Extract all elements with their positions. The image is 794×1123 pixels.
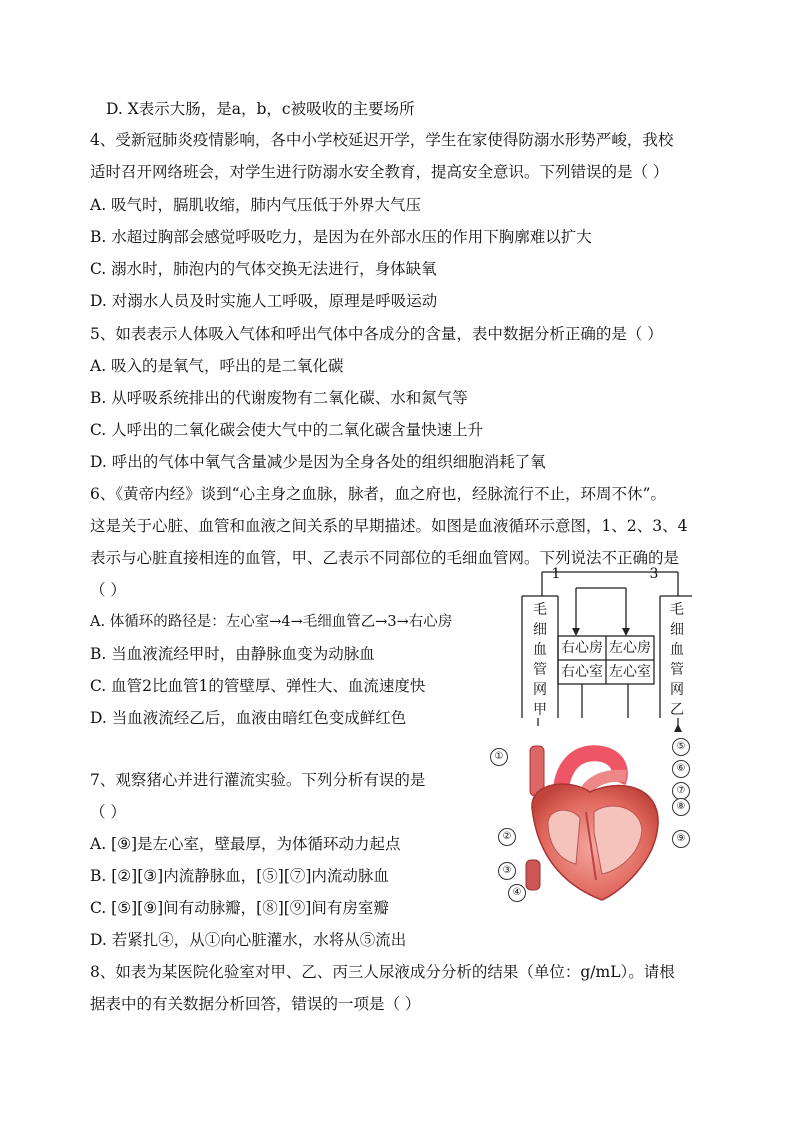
q6-option-d: D. 当血液流经乙后，血液由暗红色变成鲜红色 <box>90 709 407 727</box>
q7-answer-blank: （ ） <box>90 803 126 821</box>
heart-label-2: ② <box>498 828 516 846</box>
heart-drawing <box>490 742 690 902</box>
q5-stem: 5、如表表示人体吸入气体和呼出气体中各成分的含量，表中数据分析正确的是（ ） <box>90 325 663 343</box>
q8-stem-2: 据表中的有关数据分析回答，错误的一项是（ ） <box>90 995 421 1013</box>
q4-option-a: A. 吸气时，膈肌收缩，肺内气压低于外界大气压 <box>90 196 422 214</box>
q7-option-b: B. [②][③]内流静脉血，[⑤][⑦]内流动脉血 <box>90 867 389 885</box>
q6-stem-3: 表示与心脏直接相连的血管，甲、乙表示不同部位的毛细血管网。下列说法不正确的是 <box>90 549 680 567</box>
heart-label-8: ⑧ <box>672 798 690 816</box>
q6-stem-1: 6、《黄帝内经》谈到“心主身之血脉，脉者，血之府也，经脉流行不止，环周不休”。 <box>90 485 666 503</box>
q6-answer-blank: （ ） <box>90 581 126 599</box>
capillary-yi-label: 毛细血管网乙 <box>670 602 684 718</box>
q6-option-b: B. 当血液流经甲时，由静脉血变为动脉血 <box>90 645 375 663</box>
q7-stem: 7、观察猪心并进行灌流实验。下列分析有误的是 <box>90 771 426 789</box>
q5-option-c: C. 人呼出的二氧化碳会使大气中的二氧化碳含量快速上升 <box>90 421 484 439</box>
heart-label-1: ① <box>490 748 508 766</box>
q4-stem-2: 适时召开网络班会，对学生进行防溺水安全教育，提高安全意识。下列错误的是（ ） <box>90 163 669 181</box>
vessel-label-3: 3 <box>649 566 659 582</box>
q4-option-c: C. 溺水时，肺泡内的气体交换无法进行，身体缺氧 <box>90 260 437 278</box>
heart-illustration <box>490 742 690 902</box>
capillary-jia-label: 毛细血管网甲 <box>533 602 547 718</box>
line-d-option-prev: D. X表示大肠，是a，b，c被吸收的主要场所 <box>106 100 415 118</box>
q7-option-a: A. [⑨]是左心室，壁最厚，为体循环动力起点 <box>90 835 401 853</box>
q8-stem-1: 8、如表为某医院化验室对甲、乙、丙三人尿液成分分析的结果（单位：g/mL）。请根 <box>90 963 675 981</box>
q4-option-d: D. 对溺水人员及时实施人工呼吸，原理是呼吸运动 <box>90 292 438 310</box>
circulation-diagram <box>512 566 692 746</box>
chamber-left-atrium: 左心房 <box>609 640 651 656</box>
q5-option-b: B. 从呼吸系统排出的代谢废物有二氧化碳、水和氮气等 <box>90 389 468 407</box>
chamber-right-atrium: 右心房 <box>561 640 603 656</box>
chamber-left-ventricle: 左心室 <box>609 664 651 680</box>
heart-label-6: ⑥ <box>672 760 690 778</box>
heart-label-5: ⑤ <box>672 738 690 756</box>
chamber-right-ventricle: 右心室 <box>561 664 603 680</box>
q6-stem-2: 这是关于心脏、血管和血液之间关系的早期描述。如图是血液循环示意图，1、2、3、4 <box>90 517 688 535</box>
heart-label-7: ⑦ <box>672 782 690 800</box>
heart-label-4: ④ <box>508 884 526 902</box>
heart-label-9: ⑨ <box>672 830 690 848</box>
vessel-label-1: 1 <box>551 566 561 582</box>
q4-option-b: B. 水超过胸部会感觉呼吸吃力，是因为在外部水压的作用下胸廓难以扩大 <box>90 228 592 246</box>
q6-option-c: C. 血管2比血管1的管壁厚、弹性大、血流速度快 <box>90 677 426 695</box>
q4-stem-1: 4、受新冠肺炎疫情影响，各中小学校延迟开学，学生在家使得防溺水形势严峻，我校 <box>90 131 674 149</box>
q5-option-d: D. 呼出的气体中氧气含量减少是因为全身各处的组织细胞消耗了氧 <box>90 453 546 471</box>
q5-option-a: A. 吸入的是氧气，呼出的是二氧化碳 <box>90 357 344 375</box>
q7-option-c: C. [⑤][⑨]间有动脉瓣，[⑧][⑨]间有房室瓣 <box>90 899 389 917</box>
q7-option-d: D. 若紧扎④，从①向心脏灌水，水将从⑤流出 <box>90 931 407 949</box>
q6-option-a: A. 体循环的路径是：左心室→4→毛细血管乙→3→右心房 <box>90 614 453 630</box>
heart-label-3: ③ <box>498 862 516 880</box>
